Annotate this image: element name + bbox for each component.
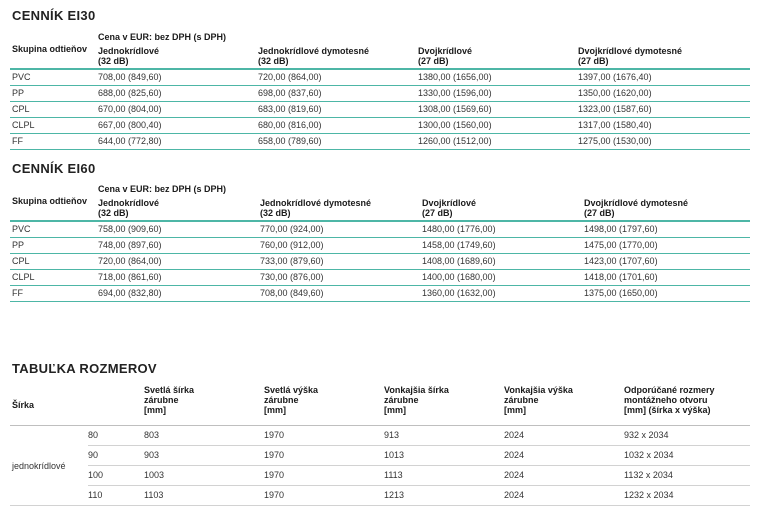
price-cell: 1323,00 (1587,60) [578, 102, 750, 118]
size-cell: 2024 [504, 466, 624, 486]
sizes-table [10, 383, 750, 506]
price-cell: 718,00 (861,60) [98, 270, 260, 286]
ei60-col-header: Dvojkrídlové (27 dB) [422, 198, 584, 221]
price-cell: 1480,00 (1776,00) [422, 221, 584, 238]
ei60-group-header: Skupina odtieňov [10, 183, 98, 221]
ei60-col-header: Jednokrídlové dymotesné (32 dB) [260, 198, 422, 221]
table-row [10, 86, 750, 102]
table-row [10, 118, 750, 134]
size-cell: 100 [88, 466, 144, 486]
size-cell: 1970 [264, 446, 384, 466]
table-row [10, 102, 750, 118]
ei30-col-header: Jednokrídlové (32 dB) [98, 46, 258, 69]
size-cell: 1113 [384, 466, 504, 486]
size-cell: 932 x 2034 [624, 426, 750, 446]
table-row [10, 254, 750, 270]
table-row [10, 446, 750, 466]
size-cell: 2024 [504, 446, 624, 466]
shade-cell: FF [10, 286, 98, 302]
size-cell: 1232 x 2034 [624, 486, 750, 506]
price-cell: 1400,00 (1680,00) [422, 270, 584, 286]
price-cell: 720,00 (864,00) [98, 254, 260, 270]
size-col-header: Vonkajšia výška zárubne [mm] [504, 383, 624, 426]
size-cell: 1213 [384, 486, 504, 506]
price-cell: 748,00 (897,60) [98, 238, 260, 254]
shade-cell: CPL [10, 254, 98, 270]
table-row [10, 238, 750, 254]
price-cell: 667,00 (800,40) [98, 118, 258, 134]
size-cell: 1103 [144, 486, 264, 506]
size-cell: 80 [88, 426, 144, 446]
price-cell: 1300,00 (1560,00) [418, 118, 578, 134]
price-cell: 730,00 (876,00) [260, 270, 422, 286]
size-col-header: Svetlá výška zárubne [mm] [264, 383, 384, 426]
size-col-header: Svetlá šírka zárubne [mm] [144, 383, 264, 426]
price-cell: 1360,00 (1632,00) [422, 286, 584, 302]
price-cell: 708,00 (849,60) [98, 69, 258, 86]
price-cell: 1350,00 (1620,00) [578, 86, 750, 102]
shade-cell: PVC [10, 69, 98, 86]
size-cell: 1970 [264, 426, 384, 446]
shade-cell: PP [10, 86, 98, 102]
price-cell: 1423,00 (1707,60) [584, 254, 750, 270]
ei60-price-header: Cena v EUR: bez DPH (s DPH) [98, 184, 227, 194]
size-col-header: Vonkajšia šírka zárubne [mm] [384, 383, 504, 426]
shade-cell: CLPL [10, 270, 98, 286]
size-cell: 2024 [504, 426, 624, 446]
price-cell: 760,00 (912,00) [260, 238, 422, 254]
price-cell: 688,00 (825,60) [98, 86, 258, 102]
price-cell: 644,00 (772,80) [98, 134, 258, 150]
size-cell: 1970 [264, 466, 384, 486]
ei30-col-header: Dvojkrídlové (27 dB) [418, 46, 578, 69]
door-type-label: jednokrídlové [10, 426, 88, 506]
shade-cell: FF [10, 134, 98, 150]
price-cell: 758,00 (909,60) [98, 221, 260, 238]
sizes-title: TABUĽKA ROZMEROV [12, 361, 157, 376]
size-cell: 1003 [144, 466, 264, 486]
price-cell: 670,00 (804,00) [98, 102, 258, 118]
price-cell: 1330,00 (1596,00) [418, 86, 578, 102]
ei60-price-table [10, 183, 750, 302]
price-cell: 1375,00 (1650,00) [584, 286, 750, 302]
shade-cell: CLPL [10, 118, 98, 134]
ei30-price-header: Cena v EUR: bez DPH (s DPH) [98, 32, 227, 42]
ei30-col-header: Dvojkrídlové dymotesné (27 dB) [578, 46, 750, 69]
size-cell: 1032 x 2034 [624, 446, 750, 466]
ei60-col-header: Dvojkrídlové dymotesné (27 dB) [584, 198, 750, 221]
price-cell: 658,00 (789,60) [258, 134, 418, 150]
price-cell: 1380,00 (1656,00) [418, 69, 578, 86]
price-cell: 720,00 (864,00) [258, 69, 418, 86]
price-cell: 1408,00 (1689,60) [422, 254, 584, 270]
table-row [10, 486, 750, 506]
size-cell: 1013 [384, 446, 504, 466]
table-row [10, 134, 750, 150]
size-col-header: Odporúčané rozmery montážneho otvoru [mm] (šírka x výška) [624, 383, 750, 426]
width-header: Šírka [10, 383, 144, 426]
size-cell: 110 [88, 486, 144, 506]
ei30-price-table [10, 31, 750, 150]
table-row [10, 466, 750, 486]
table-row [10, 270, 750, 286]
ei30-col-header: Jednokrídlové dymotesné (32 dB) [258, 46, 418, 69]
table-row [10, 221, 750, 238]
price-cell: 1397,00 (1676,40) [578, 69, 750, 86]
price-cell: 708,00 (849,60) [260, 286, 422, 302]
price-cell: 1260,00 (1512,00) [418, 134, 578, 150]
table-row [10, 69, 750, 86]
price-cell: 698,00 (837,60) [258, 86, 418, 102]
price-cell: 1317,00 (1580,40) [578, 118, 750, 134]
price-cell: 1308,00 (1569,60) [418, 102, 578, 118]
size-cell: 803 [144, 426, 264, 446]
price-cell: 1275,00 (1530,00) [578, 134, 750, 150]
table-row [10, 426, 750, 446]
price-cell: 680,00 (816,00) [258, 118, 418, 134]
size-cell: 2024 [504, 486, 624, 506]
price-cell: 1458,00 (1749,60) [422, 238, 584, 254]
ei60-col-header: Jednokrídlové (32 dB) [98, 198, 260, 221]
size-cell: 903 [144, 446, 264, 466]
price-cell: 694,00 (832,80) [98, 286, 260, 302]
size-cell: 1132 x 2034 [624, 466, 750, 486]
price-cell: 770,00 (924,00) [260, 221, 422, 238]
ei30-group-header: Skupina odtieňov [10, 31, 98, 69]
price-cell: 1475,00 (1770,00) [584, 238, 750, 254]
size-cell: 90 [88, 446, 144, 466]
ei60-title: CENNÍK EI60 [12, 161, 96, 176]
table-row [10, 286, 750, 302]
price-cell: 1498,00 (1797,60) [584, 221, 750, 238]
price-cell: 683,00 (819,60) [258, 102, 418, 118]
shade-cell: PP [10, 238, 98, 254]
ei30-title: CENNÍK EI30 [12, 8, 96, 23]
size-cell: 1970 [264, 486, 384, 506]
size-cell: 913 [384, 426, 504, 446]
price-cell: 1418,00 (1701,60) [584, 270, 750, 286]
shade-cell: PVC [10, 221, 98, 238]
shade-cell: CPL [10, 102, 98, 118]
price-cell: 733,00 (879,60) [260, 254, 422, 270]
